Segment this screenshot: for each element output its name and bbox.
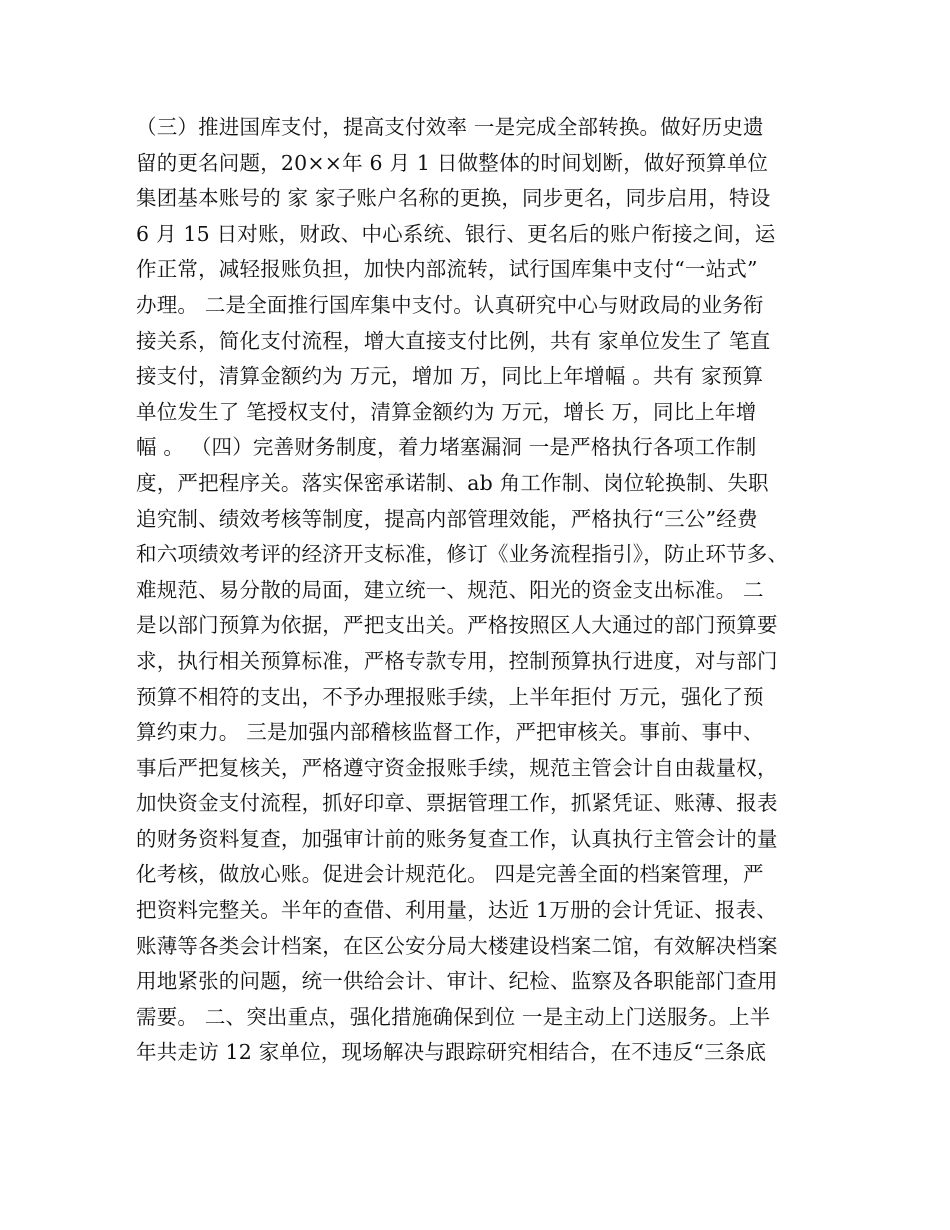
text-line: 需要。 二、突出重点，强化措施确保到位 一是主动上门送服务。上半 <box>136 1004 771 1029</box>
text-line: 单位发生了 笔授权支付，清算金额约为 万元，增长 万，同比上年增 <box>136 399 757 424</box>
text-line: 度，严把程序关。落实保密承诺制、ab 角工作制、岗位轮换制、失职 <box>136 470 769 495</box>
text-line: 账薄等各类会计档案，在区公安分局大楼建设档案二馆，有效解决档案 <box>136 933 778 958</box>
text-line: 是以部门预算为依据，严把支出关。严格按照区人大通过的部门预算要 <box>136 613 778 638</box>
text-line: 接关系，简化支付流程，增大直接支付比例，共有 家单位发生了 笔直 <box>136 328 771 353</box>
text-line: 作正常，减轻报账负担，加快内部流转，试行国库集中支付“一站式” <box>136 257 758 282</box>
text-line: 和六项绩效考评的经济开支标准，修订《业务流程指引》，防止环节多、 <box>136 542 789 567</box>
text-line: 年共走访 12 家单位，现场解决与跟踪研究相结合，在不违反“三条底 <box>136 1040 767 1065</box>
text-line: 事后严把复核关，严格遵守资金报账手续，规范主管会计自由裁量权， <box>136 755 778 780</box>
text-line: 预算不相符的支出，不予办理报账手续，上半年拒付 万元，强化了预 <box>136 684 764 709</box>
text-line: 办理。 二是全面推行国库集中支付。认真研究中心与财政局的业务衔 <box>136 292 764 317</box>
text-line: 把资料完整关。半年的查借、利用量，达近 1万册的会计凭证、报表、 <box>136 898 777 923</box>
text-line: 算约束力。 三是加强内部稽核监督工作，严把审核关。事前、事中、 <box>136 720 764 745</box>
text-line: 追究制、绩效考核等制度，提高内部管理效能，严格执行“三公”经费 <box>136 506 758 531</box>
text-line: 6 月 15 日对账，财政、中心系统、银行、更名后的账户衔接之间，运 <box>136 221 776 246</box>
text-line: 幅 。 （四）完善财务制度，着力堵塞漏洞 一是严格执行各项工作制 <box>136 435 757 460</box>
text-line: 化考核，做放心账。促进会计规范化。 四是完善全面的档案管理，严 <box>136 862 764 887</box>
text-line: （三）推进国库支付，提高支付效率 一是完成全部转换。做好历史遗 <box>136 115 764 139</box>
text-line: 留的更名问题，20××年 6 月 1 日做整体的时间划断，做好预算单位 <box>136 150 769 175</box>
text-line: 难规范、易分散的局面，建立统一、规范、阳光的资金支出标准。 二 <box>136 577 764 602</box>
text-line: 加快资金支付流程，抓好印章、票据管理工作，抓紧凭证、账薄、报表 <box>136 791 778 816</box>
text-line: 的财务资料复查，加强审计前的账务复查工作，认真执行主管会计的量 <box>136 826 778 851</box>
body-text <box>136 110 826 1071</box>
text-line: 用地紧张的问题，统一供给会计、审计、纪检、监察及各职能部门查用 <box>136 969 778 994</box>
text-line: 集团基本账号的 家 家子账户名称的更换，同步更名，同步启用，特设 <box>136 186 771 211</box>
text-line: 求，执行相关预算标准，严格专款专用，控制预算执行进度，对与部门 <box>136 648 778 673</box>
text-line: 接支付，清算金额约为 万元，增加 万，同比上年增幅 。共有 家预算 <box>136 364 764 389</box>
